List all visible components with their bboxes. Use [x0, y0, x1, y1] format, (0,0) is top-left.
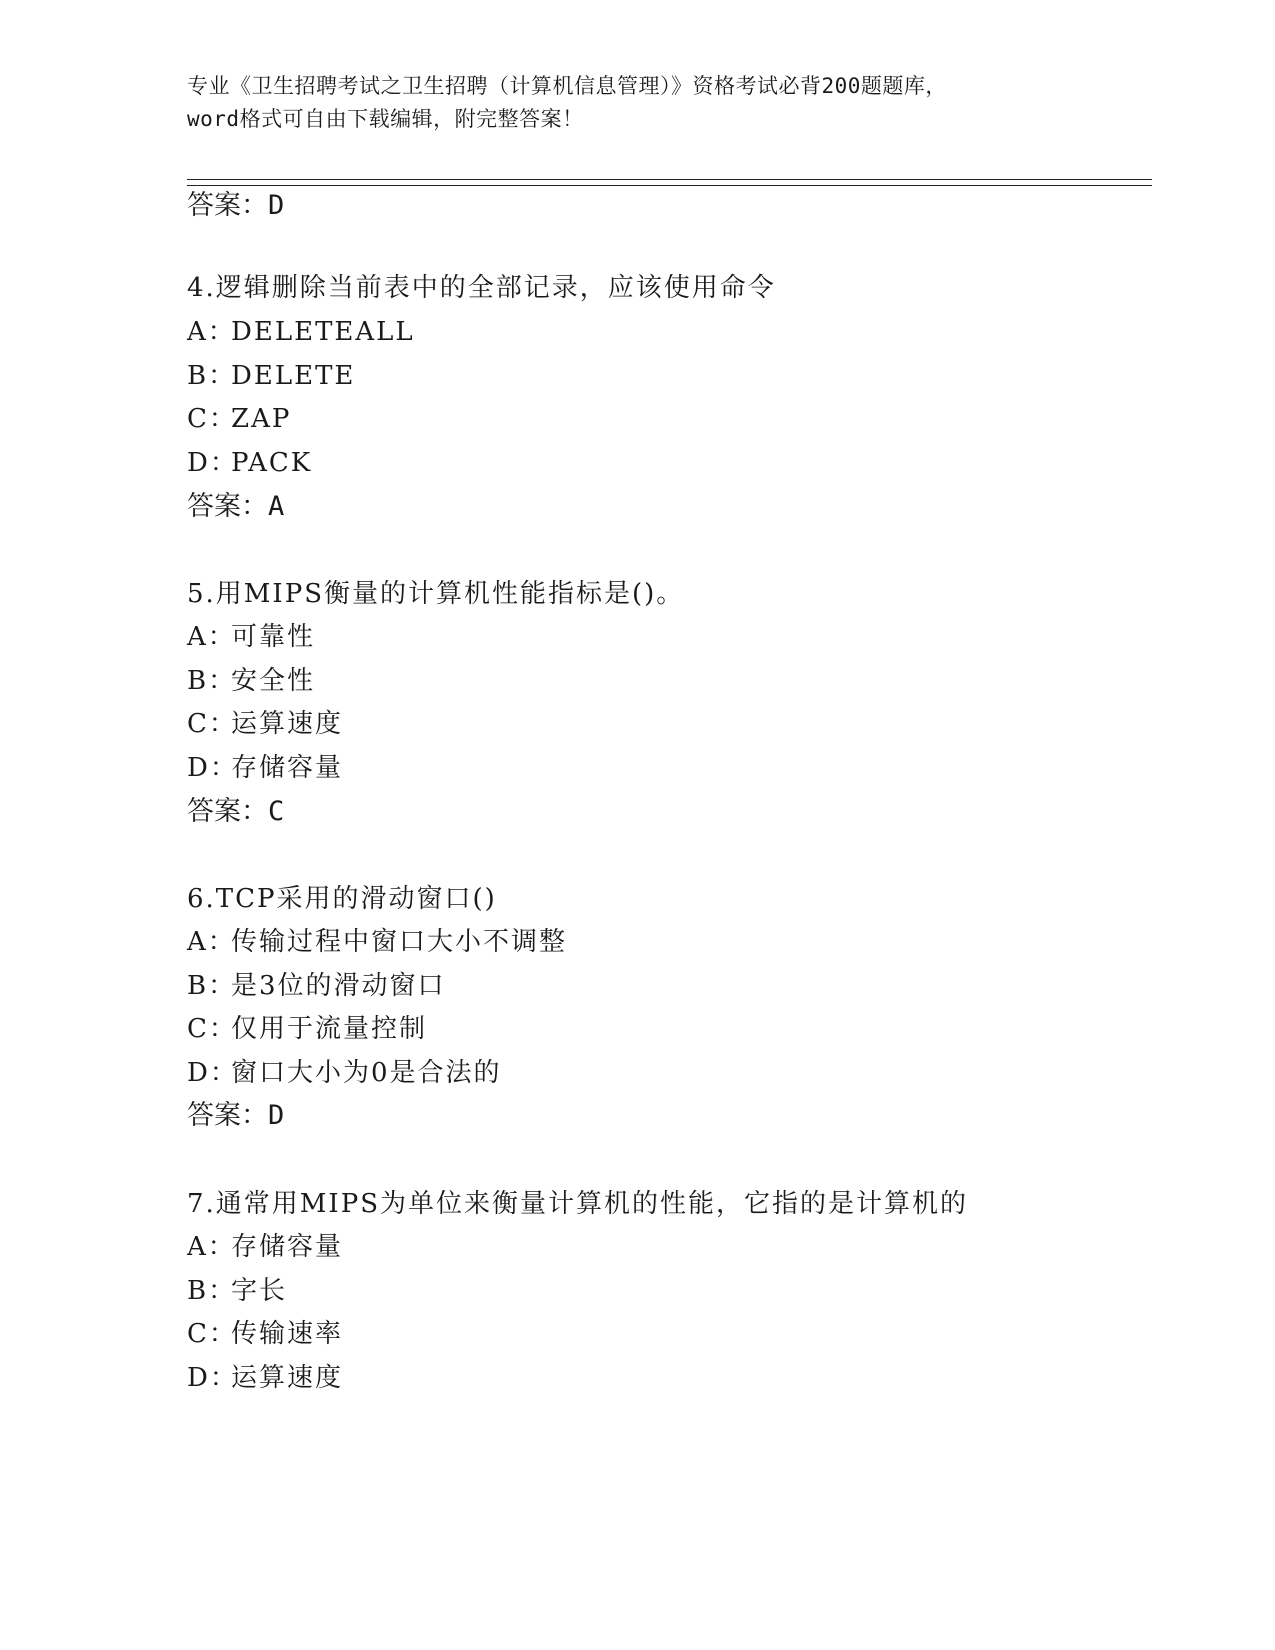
option-text: 窗口大小为0是合法的	[231, 1058, 502, 1088]
header-divider-top	[187, 179, 1152, 180]
q5-option-b	[187, 665, 315, 697]
q6-option-b	[187, 970, 446, 1002]
option-letter: B：	[187, 361, 237, 391]
q4-option-c	[187, 403, 291, 435]
option-letter: D：	[187, 1058, 238, 1088]
option-text: 传输速率	[231, 1319, 344, 1349]
answer-q6: 答案：D	[187, 1100, 285, 1131]
option-letter: A：	[187, 1232, 236, 1262]
option-letter: C：	[187, 1319, 237, 1349]
q4-option-b	[187, 360, 355, 392]
option-text: 可靠性	[231, 622, 316, 652]
option-text: 安全性	[231, 666, 316, 696]
option-letter: D：	[187, 753, 238, 783]
header-title-line-1: 专业《卫生招聘考试之卫生招聘（计算机信息管理）》资格考试必背200题题库，	[187, 74, 947, 98]
option-letter: A：	[187, 927, 236, 957]
option-letter: B：	[187, 666, 237, 696]
option-text: DELETE	[231, 361, 356, 391]
answer-q4: 答案：A	[187, 491, 285, 522]
option-letter: C：	[187, 404, 237, 434]
answer-q3: 答案：D	[187, 190, 285, 221]
option-text: 运算速度	[231, 709, 344, 739]
option-letter: B：	[187, 1276, 237, 1306]
q5-option-c	[187, 708, 343, 740]
q7-option-d	[187, 1362, 343, 1394]
q6-option-c	[187, 1013, 427, 1045]
option-text: 存储容量	[231, 1232, 344, 1262]
q5-option-a	[187, 621, 315, 653]
option-text: ZAP	[231, 404, 292, 434]
option-letter: C：	[187, 709, 237, 739]
document-header	[187, 70, 1087, 136]
option-letter: B：	[187, 971, 237, 1001]
option-letter: A：	[187, 317, 236, 347]
q7-option-c	[187, 1318, 343, 1350]
q7-option-b	[187, 1275, 287, 1307]
option-letter: C：	[187, 1014, 237, 1044]
q5-option-d	[187, 752, 343, 784]
option-letter: D：	[187, 448, 238, 478]
option-text: DELETEALL	[231, 317, 415, 347]
option-text: 运算速度	[231, 1363, 344, 1393]
option-text: 存储容量	[231, 753, 344, 783]
option-letter: D：	[187, 1363, 238, 1393]
answer-q5: 答案：C	[187, 796, 285, 827]
option-text: 字长	[231, 1276, 288, 1306]
q4-option-a	[187, 316, 415, 348]
q7-option-a	[187, 1231, 343, 1263]
option-text: 是3位的滑动窗口	[231, 971, 446, 1001]
option-text: 传输过程中窗口大小不调整	[231, 927, 568, 957]
header-title-line-2: word格式可自由下载编辑，附完整答案！	[187, 107, 584, 131]
option-text: 仅用于流量控制	[231, 1014, 428, 1044]
q4-option-d	[187, 447, 312, 479]
option-text: PACK	[231, 448, 313, 478]
header-divider-bottom	[187, 185, 1152, 186]
question-7: 7.通常用MIPS为单位来衡量计算机的性能，它指的是计算机的	[187, 1189, 969, 1219]
question-6: 6.TCP采用的滑动窗口()	[187, 884, 497, 914]
q6-option-a	[187, 926, 567, 958]
q6-option-d	[187, 1057, 502, 1089]
question-5: 5.用MIPS衡量的计算机性能指标是()。	[187, 579, 685, 609]
question-4: 4.逻辑删除当前表中的全部记录，应该使用命令	[187, 273, 776, 303]
option-letter: A：	[187, 622, 236, 652]
